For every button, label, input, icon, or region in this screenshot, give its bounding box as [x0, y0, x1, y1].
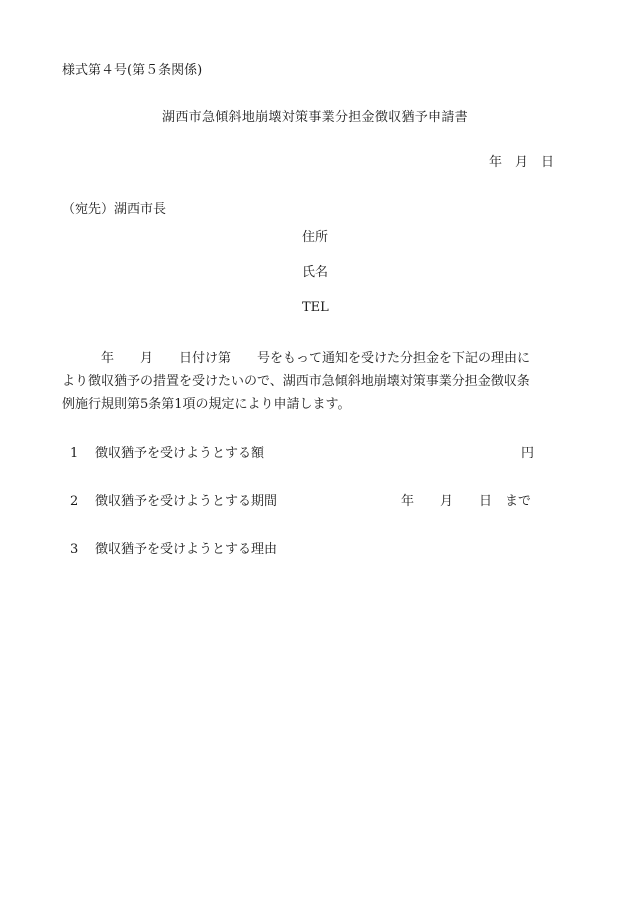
item-number: 3 — [70, 542, 79, 557]
date-line: 年 月 日 — [488, 155, 554, 170]
statement-line: 例施行規則第5条第1項の規定により申請します。 — [62, 397, 351, 412]
document-title: 湖西市急傾斜地崩壊対策事業分担金徴収猶予申請書 — [162, 110, 468, 125]
statement-line: 年 月 日付け第 号をもって通知を受けた分担金を下記の理由に — [62, 351, 531, 366]
addressee: （宛先）湖西市長 — [62, 202, 167, 217]
application-statement — [62, 347, 552, 416]
item-label-amount: 徴収猶予を受けようとする額 — [95, 446, 265, 461]
item-label-period: 徴収猶予を受けようとする期間 — [95, 494, 278, 509]
amount-unit: 円 — [521, 446, 535, 461]
statement-line: より徴収猶予の措置を受けたいので、湖西市急傾斜地崩壊対策事業分担金徴収条 — [62, 374, 530, 389]
item-label-reason: 徴収猶予を受けようとする理由 — [95, 542, 278, 557]
period-until: 年 月 日 まで — [401, 494, 532, 509]
item-number: 1 — [70, 446, 79, 461]
applicant-name-label: 氏名 — [302, 265, 329, 280]
form-number: 様式第４号(第５条関係) — [62, 63, 203, 78]
applicant-address-label: 住所 — [302, 230, 329, 245]
item-number: 2 — [70, 494, 79, 509]
applicant-tel-label: TEL — [302, 300, 329, 315]
